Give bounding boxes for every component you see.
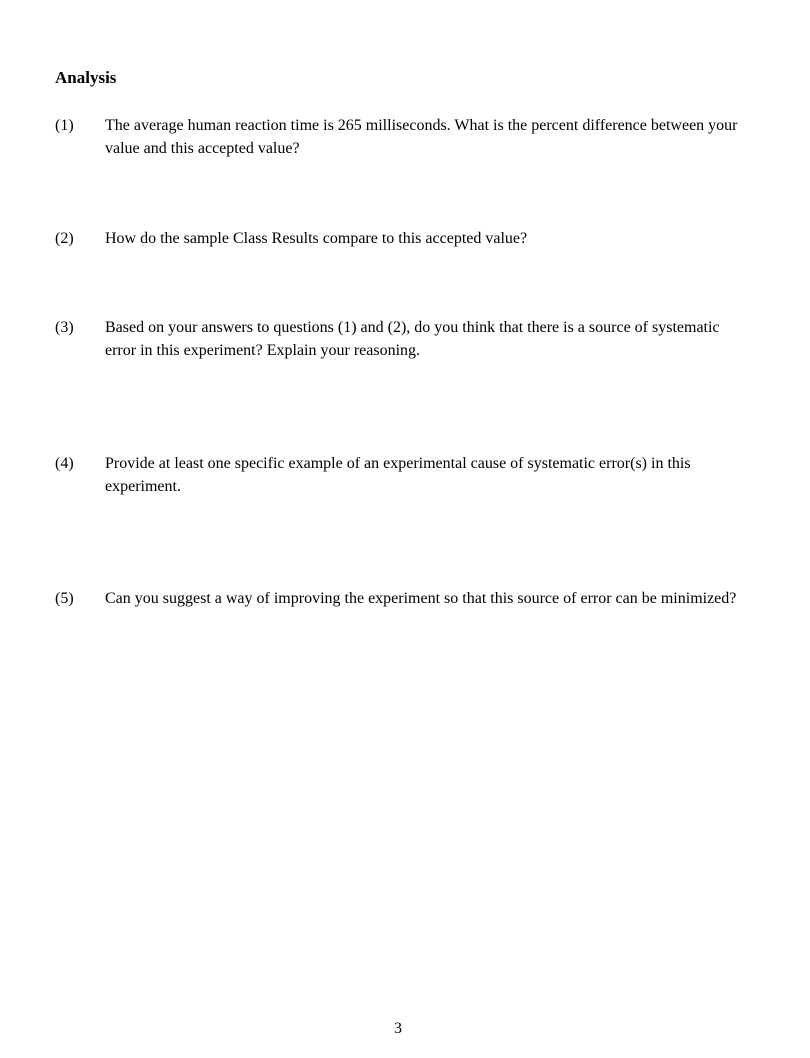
question-number: (5) (55, 590, 74, 607)
question-item (55, 316, 745, 362)
question-text: The average human reaction time is 265 milliseconds. What is the percent difference between your value and this accepted value? (105, 117, 738, 157)
question-text: Can you suggest a way of improving the experiment so that this source of error can be minimized? (105, 590, 737, 607)
section-heading: Analysis (55, 68, 117, 87)
question-item (55, 452, 745, 498)
page-number: 3 (394, 1020, 402, 1037)
question-number: (2) (55, 230, 74, 247)
question-item (55, 227, 745, 250)
question-item (55, 114, 745, 160)
question-item (55, 587, 745, 610)
question-number: (4) (55, 455, 74, 472)
question-text: How do the sample Class Results compare to this accepted value? (105, 230, 528, 247)
question-number: (3) (55, 319, 74, 336)
question-text: Provide at least one specific example of an experimental cause of systematic error(s) in this experiment. (105, 455, 691, 495)
question-text: Based on your answers to questions (1) and (2), do you think that there is a source of systematic error in this experiment? Explain your reasoning. (105, 319, 720, 359)
question-number: (1) (55, 117, 74, 134)
